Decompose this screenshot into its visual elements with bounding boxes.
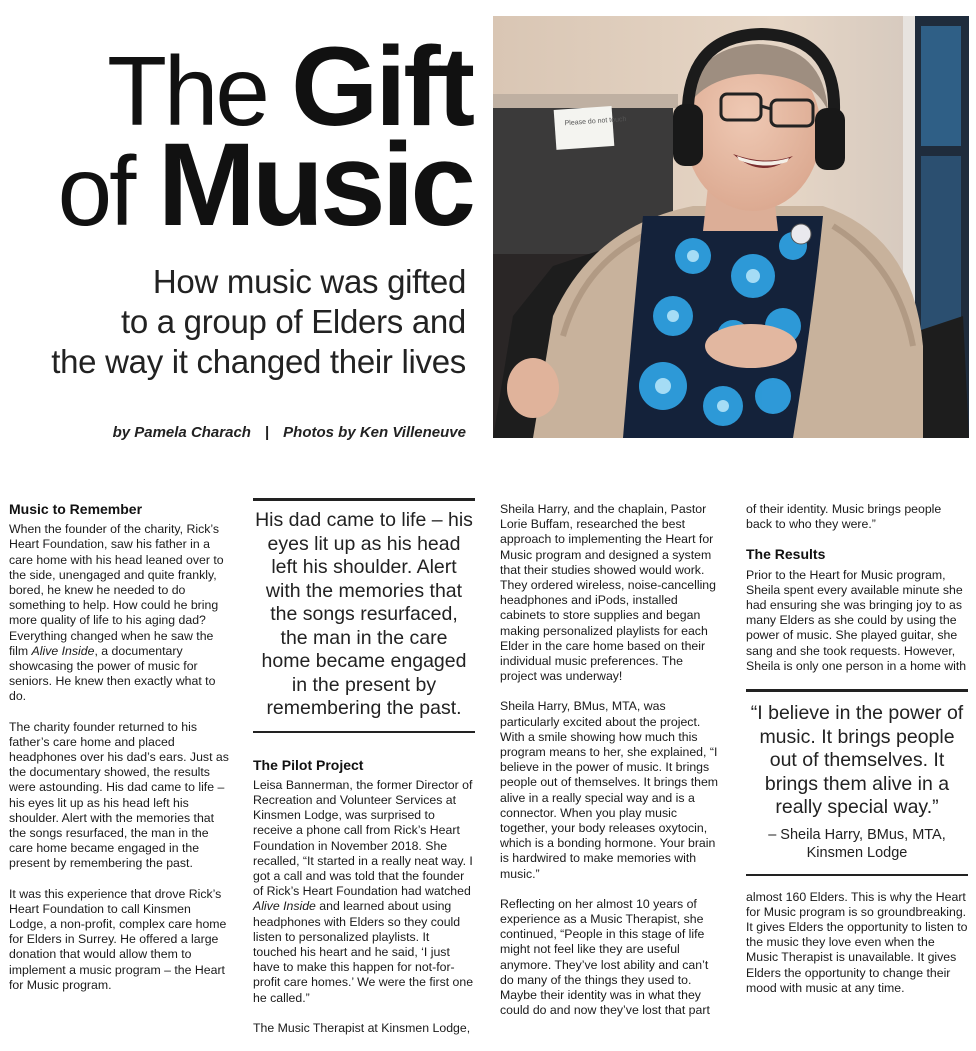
title-word-of: of <box>57 136 134 246</box>
film-title: Alive Inside <box>31 643 95 658</box>
section-heading-results: The Results <box>746 546 826 563</box>
title-word-music: Music <box>157 119 472 251</box>
subtitle-line: to a group of Elders and <box>120 303 466 340</box>
byline <box>20 424 466 441</box>
photo-illustration <box>493 16 969 438</box>
column-1 <box>9 502 231 1008</box>
byline-author: by Pamela Charach <box>112 424 251 441</box>
byline-separator: | <box>264 424 270 441</box>
pull-quote: His dad came to life – his eyes lit up as his head left his shoulder. Alert with the memories that the songs resurfaced, the man in the care home became engaged in the present by remembering the past. <box>253 498 475 733</box>
paragraph: of their identity. Music brings people back to who they were.” <box>746 502 942 532</box>
paragraph: It was this experience that drove Rick’s Heart Foundation to call Kinsmen Lodge, a non-profit, complex care home for Elders in Surrey. He offered a large donation that would allow them to implement a music program – the Heart for Music program. <box>9 886 227 992</box>
subtitle-line: How music was gifted <box>152 263 466 300</box>
byline-photos: Photos by Ken Villeneuve <box>283 424 466 441</box>
article-title <box>0 24 472 251</box>
section-heading-pilot-project: The Pilot Project <box>253 756 364 773</box>
paragraph: The Music Therapist at Kinsmen Lodge, <box>253 1020 471 1035</box>
pull-quote-sheila <box>746 689 968 876</box>
wall-note-text: Please do not touch <box>564 115 627 128</box>
paragraph: Prior to the Heart for Music program, Sheila spent every available minute she had ensuring she was bringing joy to as many Elders as she could by using the power of music. She played guitar, she sang and she took requests. However, Sheila is only one person in a home with <box>746 567 967 673</box>
article-subtitle <box>20 262 466 382</box>
film-title: Alive Inside <box>253 899 316 914</box>
paragraph: Sheila Harry, BMus, MTA, was particularly excited about the project. With a smile showing how much this program means to her, she explained, “I believe in the power of music. It brings people out of themselves. It brings them alive in a really special way and is a connector. When you play music together, your body releases oxytocin, which is a bonding hormone. Your brain is hardwired to make memories with music.” <box>500 699 719 881</box>
paragraph: Sheila Harry, and the chaplain, Pastor Lorie Buffam, researched the best approach to implementing the Heart for Music program and designed a system that their studies showed would work. They ordered wireless, noise-cancelling headphones and iPods, installed cabinets to store supplies and began making personalized playlists for each Elder in the care home based on their individual music preferences. The project was underway! <box>500 502 716 684</box>
title-word-the: The <box>107 36 267 146</box>
paragraph: The charity founder returned to his father’s care home and placed headphones over his dad’s ears. Just as the documentary showed, the results were astounding. His dad came to life – his eyes lit up as his head left his shoulder. Alert with the memories that the songs resurfaced, the man in the care home became engaged in the present by remembering the past. <box>9 719 229 871</box>
pull-quote-attribution: – Sheila Harry, BMus, MTA, Kinsmen Lodge <box>768 826 946 861</box>
article-photo <box>493 16 969 438</box>
paragraph <box>9 522 231 704</box>
pull-quote-text: “I believe in the power of music. It brings people out of themselves. It brings them alive in a really special way.” <box>750 702 964 819</box>
paragraph: Reflecting on her almost 10 years of experience as a Music Therapist, she continued, “People in this stage of life might not feel like they are useful anymore. They’ve lost ability and can’t do many of the things they used to. Maybe their identity was in what they could do and now they’ve lost that part <box>500 896 710 1018</box>
text-run: and learned about using headphones with Elders so they could listen to personalized playlists. It touched his heart and he said, ‘I just have to make this happen for not-for-profit care homes.’ We were the first one he called.” <box>253 899 474 1005</box>
title-line-2 <box>0 119 472 251</box>
paragraph: almost 160 Elders. This is why the Heart for Music program is so groundbreaking. It gives Elders the opportunity to listen to the music they love even when the Music Therapist is unavailable. It gives Elders the opportunity to change their mood with music at any time. <box>746 889 968 995</box>
column-3 <box>500 502 722 1034</box>
title-word-gift: Gift <box>291 24 472 149</box>
column-2 <box>253 498 475 1051</box>
text-run: When the founder of the charity, Rick’s Heart Foundation, saw his father in a care home with his head leaned over to the side, unengaged and quite frankly, bored, he knew he needed to do something to help. How could he bring more quality of life to his aging dad? Everything changed when he saw the film <box>9 522 224 658</box>
section-heading-music-to-remember: Music to Remember <box>9 501 143 517</box>
paragraph <box>253 778 475 1006</box>
text-run: , a documentary showcasing the power of music for seniors. He knew then exactly what to do. <box>9 643 216 704</box>
column-4 <box>746 502 968 1011</box>
text-run: Leisa Bannerman, the former Director of Recreation and Volunteer Services at Kinsmen Lodge, was surprised to receive a phone call from Rick’s Heart Foundation in November 2018. She recalled, “It started in a really neat way. I got a call and was told that the founder of Rick’s Heart Foundation had watched <box>253 777 473 899</box>
subtitle-line: the way it changed their lives <box>51 343 466 380</box>
